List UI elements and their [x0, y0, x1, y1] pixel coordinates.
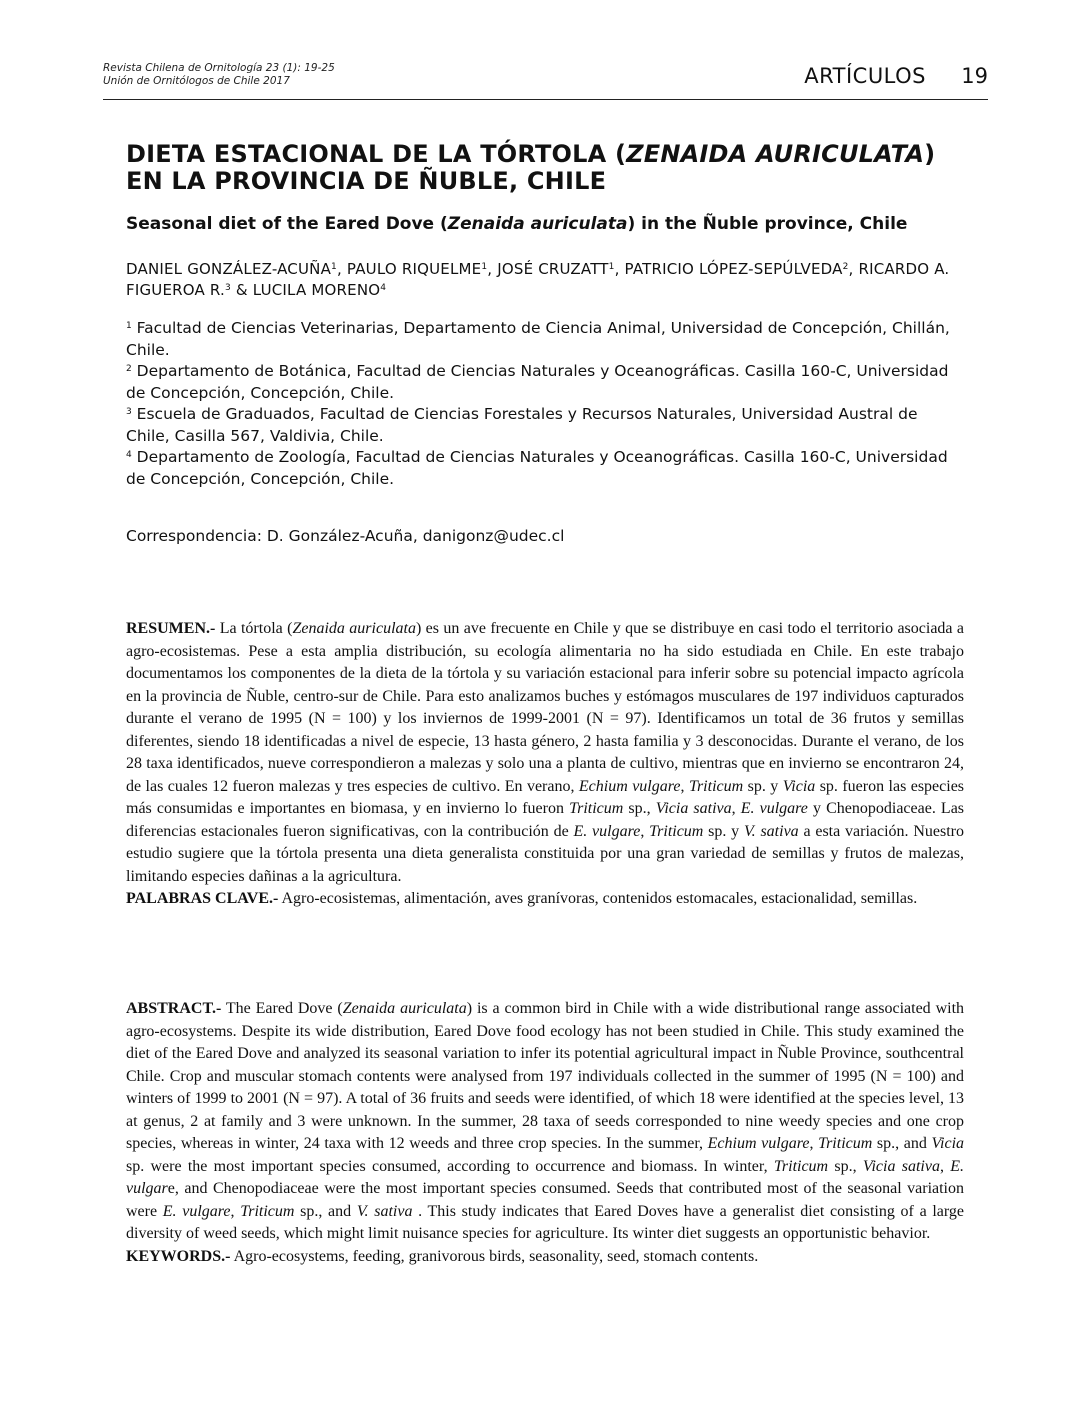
resumen-label: RESUMEN.-: [126, 620, 216, 637]
title-part-1: DIETA ESTACIONAL DE LA TÓRTOLA (: [126, 140, 627, 168]
species-name: Vicia: [931, 1135, 965, 1152]
subtitle-species: Zenaida auriculata: [447, 214, 628, 234]
author-separator: ,: [848, 260, 859, 278]
affiliations: [126, 318, 956, 490]
title-part-2: ) EN LA PROVINCIA DE ÑUBLE, CHILE: [126, 140, 936, 195]
affil-mark: 2: [126, 364, 132, 374]
text-run: . This study indicates that Eared Doves have a generalist diet consisting of a large diversity of weed seeds, which might limit nuisance species for agriculture. Its winter diet suggests an opportunistic behavior.: [126, 1202, 965, 1242]
text-run: sp.,: [623, 800, 656, 817]
abstract-label: ABSTRACT.-: [126, 1000, 222, 1017]
palabras-clave-text: Agro-ecosistemas, alimentación, aves granívoras, contenidos estomacales, estacionalidad, semillas.: [278, 890, 918, 907]
text-run: sp. y: [703, 822, 744, 840]
page-number: 19: [961, 64, 988, 88]
affiliation: [126, 447, 956, 490]
author-name: RICARDO A. FIGUEROA R.: [126, 260, 950, 299]
text-run: ,: [640, 822, 650, 840]
affil-mark: 3: [126, 407, 132, 417]
affil-mark: 4: [126, 450, 132, 460]
author-separator: &: [230, 281, 253, 299]
text-run: ,: [939, 1157, 951, 1175]
species-name: Echium vulgare: [578, 777, 681, 795]
header-rule: [103, 99, 988, 100]
author-separator: ,: [336, 260, 347, 278]
species-name: E. vulgare: [740, 800, 808, 817]
correspondence: Correspondencia: D. González-Acuña, danigonz@udec.cl: [126, 527, 565, 545]
species-name: Vicia sativa: [655, 800, 732, 817]
affil-text: Facultad de Ciencias Veterinarias, Departamento de Ciencia Animal, Universidad de Concepción, Chillán, Chile.: [126, 319, 950, 359]
author-affil-mark: 1: [331, 262, 337, 272]
species-name: Triticum: [569, 800, 624, 817]
journal-line-2: Unión de Ornitólogos de Chile 2017: [103, 75, 290, 87]
affil-text: Escuela de Graduados, Facultad de Ciencias Forestales y Recursos Naturales, Universidad Austral de Chile, Casilla 567, Valdivia, Chile.: [126, 405, 918, 445]
text-run: e, and Chenopodiaceae were the most important species consumed. Seeds that contributed most of the seasonal variation were: [126, 1180, 964, 1220]
abstract-text: [126, 1000, 964, 1242]
text-run: ,: [731, 800, 741, 817]
text-run: a esta variación. Nuestro estudio sugiere que la tórtola presenta una dieta generalista constituida por una gran variedad de semillas y frutos de malezas, limitando especies dañinas a la agricultura.: [126, 822, 964, 885]
title-species: ZENAIDA AURICULATA: [626, 140, 925, 168]
abstract-block: [126, 998, 964, 1268]
author-affil-mark: 2: [842, 262, 849, 272]
text-run: sp. fueron las especies más consumidas e importantes en biomasa, y en invierno lo fueron: [126, 777, 965, 817]
species-name: V. sativa: [743, 822, 799, 840]
article-title: [126, 141, 966, 195]
keywords-paragraph: [126, 1246, 964, 1269]
species-name: Triticum: [818, 1135, 873, 1152]
subtitle-part-2: ) in the Ñuble province, Chile: [627, 214, 908, 234]
author-separator: ,: [487, 260, 498, 278]
affiliation: [126, 404, 956, 447]
author-affil-mark: 3: [224, 283, 231, 293]
species-name: E. vulgare: [162, 1202, 231, 1220]
text-run: y Chenopodiaceae. Las diferencias estacionales fueron significativas, con la contribución de: [126, 800, 965, 840]
species-name: Vicia: [782, 777, 816, 795]
text-run: The Eared Dove (: [221, 1000, 343, 1017]
species-name: Vicia sativa: [862, 1157, 940, 1175]
keywords-text: Agro-ecosystems, feeding, granivorous birds, seasonality, seed, stomach contents.: [230, 1247, 759, 1265]
author-list: [126, 259, 976, 301]
article-subtitle: [126, 214, 986, 234]
affil-text: Departamento de Zoología, Facultad de Ciencias Naturales y Oceanográficas. Casilla 160-C, Universidad de Concepción, Concepción, Chile.: [126, 448, 948, 488]
species-name: Echium vulgare: [707, 1135, 810, 1152]
text-run: sp., and: [872, 1135, 932, 1152]
text-run: ) es un ave frecuente en Chile y que se distribuye en casi todo el territorio asociada a agro-ecosistemas. Pese a esta amplia distribución, su ecología alimentaria no ha sido estudiada en Chile. En este trabajo documentamos los componentes de la dieta de la tórtola y su variación estacional para inferir sobre su potencial impacto agrícola en la provincia de Ñuble, centro-sur de Chile. Para esto analizamos buches y estómagos musculares de 197 individuos capturados durante el verano de 1995 (N = 100) y los inviernos de 1999-2001 (N = 97). Identificamos un total de 36 frutos y semillas diferentes, siendo 18 identificadas a nivel de especie, 13 hasta género, 2 hasta familia y 3 desconocidas. Durante el verano, de los 28 taxa identificados, nueve correspondieron a malezas y solo una a planta de cultivo, mientras que en invierno se encontraron 24, de las cuales 12 fueron malezas y tres especies de cultivo. En verano,: [126, 620, 965, 795]
species-name: Triticum: [773, 1157, 829, 1175]
text-run: La tórtola (: [215, 620, 293, 637]
text-run: sp., and: [294, 1202, 357, 1220]
species-name: E. vulgare: [573, 822, 641, 840]
text-run: ) is a common bird in Chile with a wide distributional range associated with agro-ecosystems. Despite its wide distribution, Eared Dove food ecology has not been studied in Chile. This study examined the diet of the Eared Dove and analyzed its seasonal variation to infer its potential agricultural impact in Ñuble Province, southcentral Chile. Crop and muscular stomach contents were analysed from 197 individuals collected in the summer of 1995 (N = 100) and winters of 1999 to 2001 (N = 97). A total of 36 fruits and seeds were identified, of which 18 were identified at the species level, 13 at genus, 2 at family and 3 were unknown. In the summer, 28 taxa of seeds corresponded to nine weedy species and one crop species, whereas in winter, 24 taxa with 12 weeds and three crop species. In the summer,: [126, 1000, 965, 1152]
text-run: sp.,: [828, 1157, 863, 1175]
running-header: [103, 62, 988, 100]
species-name: Zenaida auriculata: [292, 620, 416, 637]
author-separator: ,: [614, 260, 625, 278]
journal-line-1: Revista Chilena de Ornitología 23 (1): 19-25: [103, 62, 335, 74]
species-name: Triticum: [240, 1202, 295, 1220]
resumen-block: [126, 618, 964, 911]
subtitle-part-1: Seasonal diet of the Eared Dove (: [126, 214, 448, 234]
author-name: PAULO RIQUELME: [346, 260, 482, 278]
species-name: Zenaida auriculata: [342, 1000, 467, 1017]
text-run: ,: [680, 777, 689, 795]
text-run: sp. were the most important species consumed, according to occurrence and biomass. In winter,: [126, 1157, 774, 1175]
text-run: sp. y: [743, 777, 783, 795]
keywords-label: KEYWORDS.-: [126, 1247, 231, 1265]
author-affil-mark: 1: [608, 262, 615, 272]
species-name: Triticum: [688, 777, 744, 795]
author-name: JOSÉ CRUZATT: [497, 260, 609, 278]
text-run: ,: [230, 1202, 241, 1220]
species-name: V. sativa: [356, 1202, 413, 1220]
palabras-clave-paragraph: [126, 888, 964, 911]
author-name: DANIEL GONZÁLEZ-ACUÑA: [126, 260, 332, 278]
author-name: PATRICIO LÓPEZ-SEPÚLVEDA: [624, 260, 843, 278]
author-name: LUCILA MORENO: [252, 281, 381, 299]
text-run: ,: [809, 1135, 819, 1152]
abstract-paragraph: [126, 998, 964, 1246]
affil-text: Departamento de Botánica, Facultad de Ciencias Naturales y Oceanográficas. Casilla 160-C, Universidad de Concepción, Concepción, Chile.: [126, 362, 949, 402]
species-name: Triticum: [649, 822, 704, 840]
resumen-paragraph: [126, 618, 964, 888]
section-name: ARTÍCULOS: [804, 64, 926, 88]
affiliation: [126, 318, 956, 361]
author-affil-mark: 1: [481, 262, 488, 272]
affil-mark: 1: [126, 321, 132, 331]
resumen-text: [126, 620, 964, 885]
affiliation: [126, 361, 956, 404]
species-name: E. vulgar: [126, 1157, 965, 1197]
author-affil-mark: 4: [380, 283, 387, 293]
palabras-clave-label: PALABRAS CLAVE.-: [126, 890, 279, 907]
